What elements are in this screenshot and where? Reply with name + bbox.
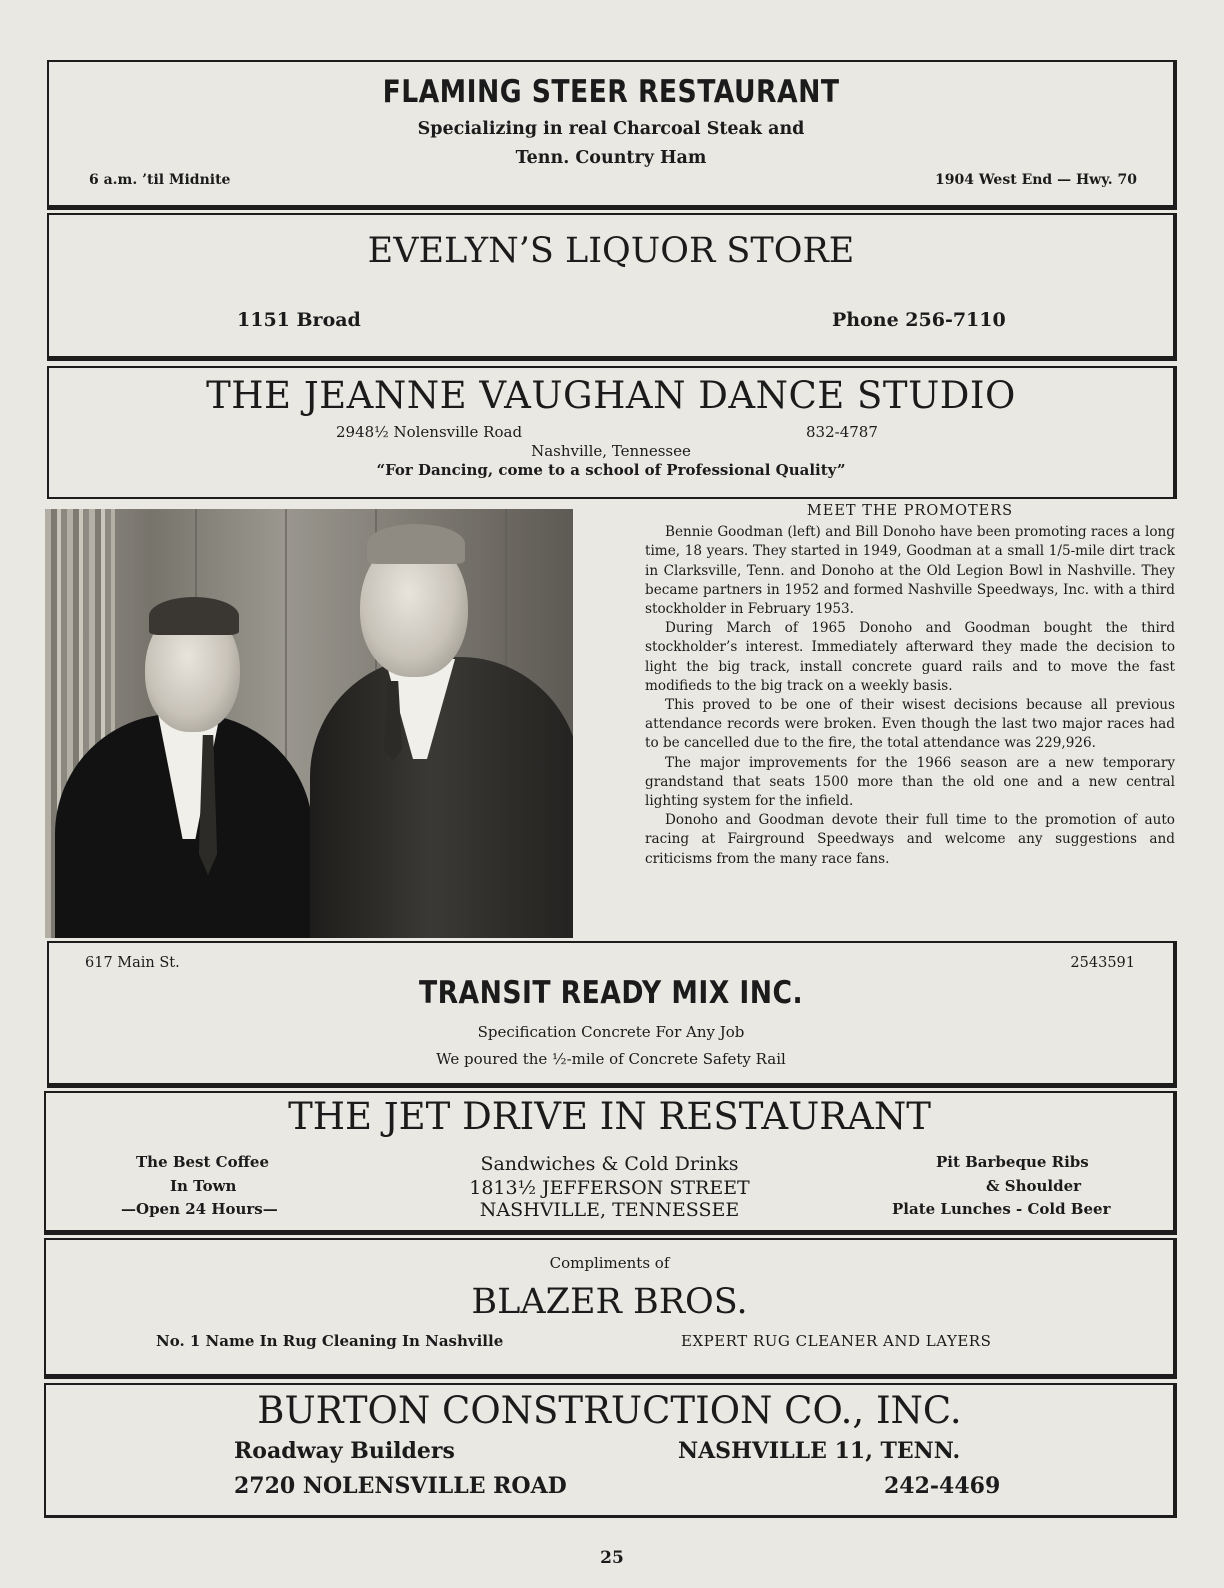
burton-right-2: 242-4469 [884,1473,1001,1499]
jet-drive-right-2: & Shoulder [986,1177,1082,1195]
promoters-paragraph-5: Donoho and Goodman devote their full time to the promotion of auto racing at Fairground Speedways and welcome any suggestions and criticisms from the many race fans. [645,812,1175,867]
page-number: 25 [600,1548,624,1568]
ad-jet-drive-in [44,1091,1177,1235]
transit-name: TRANSIT READY MIX INC. [418,975,804,1011]
ad-evelyns-liquor [47,213,1177,361]
jet-drive-left-2: In Town [170,1177,237,1195]
flaming-steer-address: 1904 West End — Hwy. 70 [935,172,1137,188]
burton-right-1: NASHVILLE 11, TENN. [678,1438,961,1464]
jet-drive-center-3: NASHVILLE, TENNESSEE [479,1199,740,1221]
promoters-heading: MEET THE PROMOTERS [806,503,1014,519]
blazer-name: BLAZER BROS. [471,1282,748,1322]
blazer-left: No. 1 Name In Rug Cleaning In Nashville [156,1332,504,1350]
burton-name: BURTON CONSTRUCTION CO., INC. [257,1389,962,1432]
dance-studio-name: THE JEANNE VAUGHAN DANCE STUDIO [206,374,1016,417]
transit-tagline-1: Specification Concrete For Any Job [477,1023,745,1041]
transit-tagline-2: We poured the ½-mile of Concrete Safety Rail [436,1050,786,1068]
ad-blazer-bros [44,1238,1177,1379]
ad-flaming-steer [47,60,1177,210]
promoters-article [645,502,1175,869]
jet-drive-left-1: The Best Coffee [136,1153,269,1171]
promoters-photo [45,509,573,938]
dance-studio-address: 2948½ Nolensville Road [336,423,523,441]
promoters-paragraph-2: During March of 1965 Donoho and Goodman bought the third stockholder’s interest. Immediately afterward they made the decision to light the big track, install concrete guard rails and to move the fast modifieds to the big track on a weekly basis. [645,620,1175,694]
promoters-paragraph-1: Bennie Goodman (left) and Bill Donoho have been promoting races a long time, 18 years. They started in 1949, Goodman at a small 1/5-mile dirt track in Clarksville, Tenn. and Donoho at the Old Legion Bowl in Nashville. They became partners in 1952 and formed Nashville Speedways, Inc. with a third stockholder in February 1953. [645,524,1175,618]
promoters-paragraph-4: The major improvements for the 1966 season are a new temporary grandstand that seats 1500 more than the old one and a new central lighting system for the infield. [645,754,1175,810]
flaming-steer-tagline-1: Specializing in real Charcoal Steak and [417,119,805,139]
dance-studio-city: Nashville, Tennessee [531,442,691,460]
blazer-right: EXPERT RUG CLEANER AND LAYERS [681,1332,992,1350]
jet-drive-name: THE JET DRIVE IN RESTAURANT [288,1095,931,1138]
evelyns-name: EVELYN’S LIQUOR STORE [367,231,855,271]
ad-burton-construction [44,1383,1177,1518]
flaming-steer-name: FLAMING STEER RESTAURANT [382,74,840,110]
flaming-steer-tagline-2: Tenn. Country Ham [515,148,707,168]
burton-left-2: 2720 NOLENSVILLE ROAD [234,1473,567,1499]
jet-drive-center-2: 1813½ JEFFERSON STREET [469,1177,750,1199]
blazer-compliments: Compliments of [549,1254,670,1272]
burton-left-1: Roadway Builders [234,1438,455,1464]
jet-drive-center-1: Sandwiches & Cold Drinks [480,1153,739,1175]
evelyns-phone: Phone 256-7110 [832,309,1006,331]
jet-drive-left-3: —Open 24 Hours— [121,1200,278,1218]
transit-address: 617 Main St. [85,955,180,971]
dance-studio-phone: 832-4787 [806,423,878,441]
jet-drive-right-3: Plate Lunches - Cold Beer [892,1200,1111,1218]
dance-studio-slogan: “For Dancing, come to a school of Professional Quality” [376,461,846,479]
ad-dance-studio [47,366,1177,499]
ad-transit-ready-mix [47,941,1177,1088]
evelyns-address: 1151 Broad [237,309,361,331]
jet-drive-right-1: Pit Barbeque Ribs [936,1153,1089,1171]
promoters-paragraph-3: This proved to be one of their wisest decisions because all previous attendance records were broken. Even though the last two major races had to be cancelled due to the fire, the total attendance was 229,926. [645,697,1175,752]
transit-phone: 2543591 [1070,955,1135,971]
flaming-steer-hours: 6 a.m. ’til Midnite [89,172,231,188]
